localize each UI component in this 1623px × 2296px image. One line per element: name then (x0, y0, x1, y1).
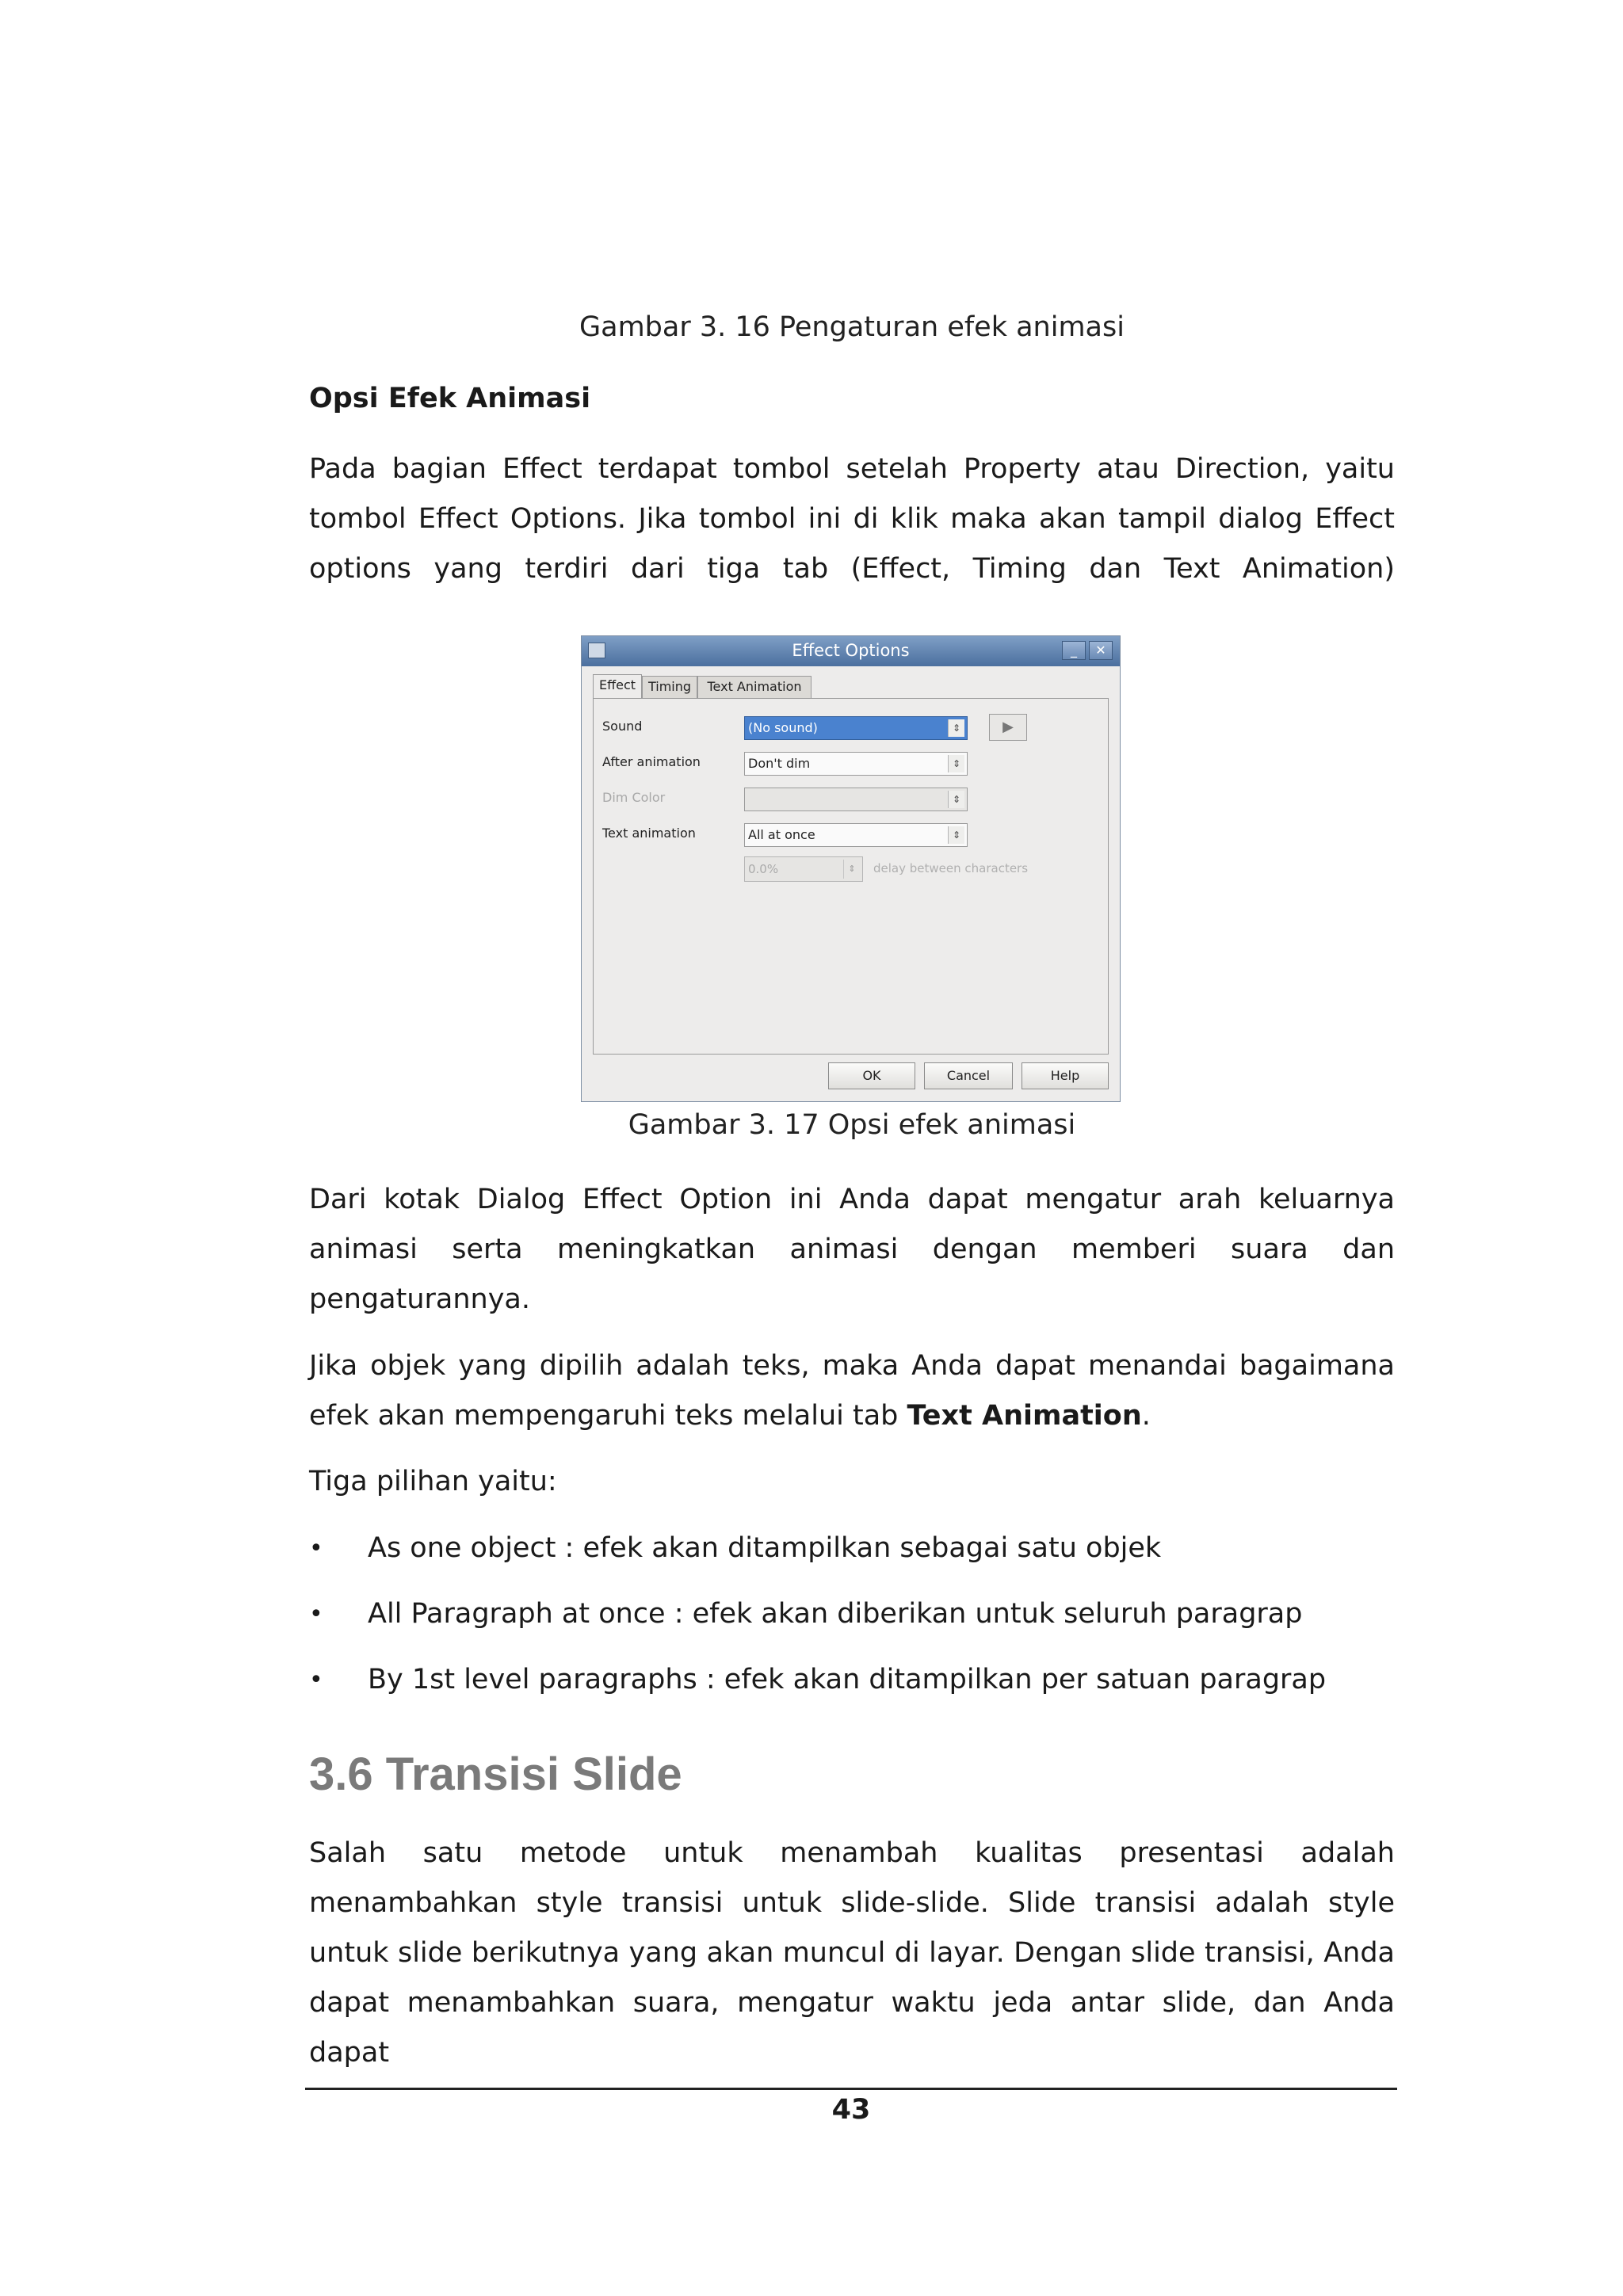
list-item (309, 1589, 1395, 1639)
text-animation-value: All at once (748, 827, 815, 842)
after-animation-value: Don't dim (748, 756, 811, 771)
dialog-title: Effect Options (792, 641, 910, 660)
bullet-icon: • (309, 1600, 323, 1628)
spin-arrows-icon: ⇕ (843, 860, 860, 879)
sound-combo[interactable] (744, 716, 968, 740)
paragraph-text-objects (309, 1341, 1395, 1441)
paragraph-slide-transition (309, 1829, 1395, 2078)
dim-color-label: Dim Color (602, 790, 666, 805)
list-item (309, 1655, 1395, 1705)
figure-caption-3-17: Gambar 3. 17 Opsi efek animasi (628, 1109, 1076, 1141)
chevron-updown-icon: ⇕ (948, 791, 964, 808)
ok-button[interactable]: OK (828, 1062, 915, 1089)
tab-timing[interactable]: Timing (642, 676, 697, 698)
minimize-button[interactable]: _ (1062, 641, 1086, 660)
help-button[interactable]: Help (1022, 1062, 1109, 1089)
text-animation-label: Text animation (602, 826, 696, 841)
subheading-opsi-efek-animasi: Opsi Efek Animasi (309, 383, 591, 414)
list-item-text: All Paragraph at once : efek akan diberikan untuk seluruh paragrap (368, 1598, 1303, 1630)
tab-text-animation[interactable]: Text Animation (697, 676, 812, 698)
sound-label: Sound (602, 719, 643, 734)
section-title: 3.6 Transisi Slide (309, 1749, 682, 1800)
paragraph-three-options (309, 1457, 1395, 1507)
tab-effect[interactable]: Effect (593, 674, 642, 699)
chevron-updown-icon: ⇕ (948, 826, 964, 844)
paragraph-text: Jika objek yang dipilih adalah teks, maka Anda dapat menandai bagaimana efek akan mempengaruhi teks melalui tab (309, 1350, 1395, 1432)
paragraph-text: Dari kotak Dialog Effect Option ini Anda dapat mengatur arah keluarnya animasi serta meningkatkan animasi dengan memberi suara dan pengaturannya. (309, 1184, 1395, 1315)
list-item-text: By 1st level paragraphs : efek akan ditampilkan per satuan paragrap (368, 1664, 1327, 1695)
bullet-icon: • (309, 1535, 323, 1562)
close-button[interactable]: ✕ (1089, 641, 1113, 660)
list-item-text: As one object : efek akan ditampilkan sebagai satu objek (368, 1532, 1162, 1564)
chevron-updown-icon: ⇕ (948, 755, 964, 772)
delay-value: 0.0% (748, 862, 779, 876)
footer-divider (305, 2088, 1397, 2090)
dim-color-combo (744, 788, 968, 811)
paragraph-text-end: . (1141, 1400, 1151, 1432)
sound-value: (No sound) (748, 720, 818, 735)
paragraph-text: Pada bagian Effect terdapat tombol setelah Property atau Direction, yaitu tombol Effect Options. Jika tombol ini di klik maka akan tampil dialog Effect options yang terdiri dari tiga tab (Effect, Timing dan Text Animation) (309, 453, 1395, 585)
bullet-icon: • (309, 1666, 323, 1694)
dialog-titlebar (582, 636, 1120, 666)
paragraph-dialog-description (309, 1175, 1395, 1325)
after-animation-combo[interactable] (744, 752, 968, 776)
effect-options-dialog-screenshot (581, 635, 1121, 1102)
paragraph-effect-options-intro (309, 444, 1395, 594)
bold-text-animation: Text Animation (907, 1400, 1142, 1432)
delay-caption: delay between characters (873, 861, 1029, 875)
list-item (309, 1524, 1395, 1573)
play-button[interactable] (989, 714, 1027, 741)
figure-caption-3-16: Gambar 3. 16 Pengaturan efek animasi (579, 311, 1125, 343)
play-icon: ▶ (1002, 719, 1014, 735)
delay-spinbox (744, 856, 863, 882)
chevron-updown-icon: ⇕ (948, 719, 964, 737)
paragraph-text: Salah satu metode untuk menambah kualitas presentasi adalah menambahkan style transisi untuk slide-slide. Slide transisi adalah style untuk slide berikutnya yang akan muncul di layar. Dengan slide transisi, Anda dapat menambahkan suara, mengatur waktu jeda antar slide, dan Anda dapat (309, 1837, 1395, 2069)
text-animation-combo[interactable] (744, 823, 968, 847)
after-animation-label: After animation (602, 754, 701, 769)
page-number: 43 (831, 2094, 871, 2126)
cancel-button[interactable]: Cancel (924, 1062, 1013, 1089)
paragraph-text: Tiga pilihan yaitu: (309, 1466, 557, 1497)
